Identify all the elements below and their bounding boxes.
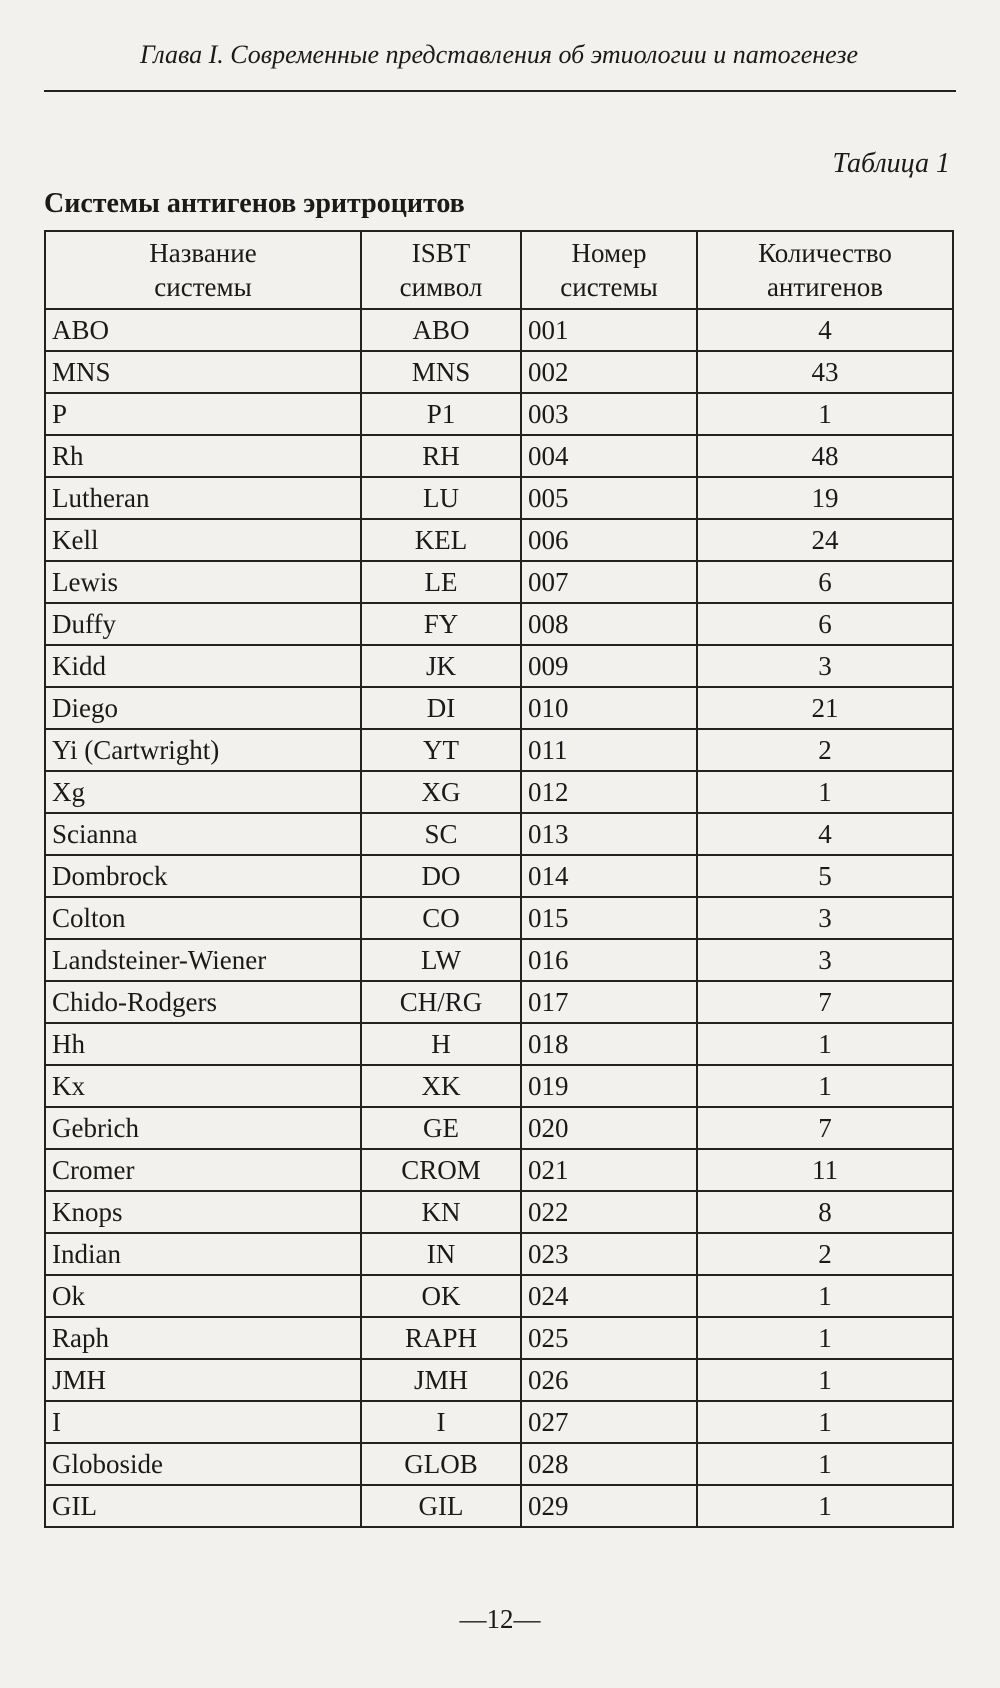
cell-antigen-count: 7 — [697, 1107, 953, 1149]
cell-isbt-symbol: YT — [361, 729, 521, 771]
cell-system-number: 017 — [521, 981, 697, 1023]
table-row — [45, 813, 953, 855]
cell-system-name: Knops — [45, 1191, 361, 1233]
cell-antigen-count: 1 — [697, 1065, 953, 1107]
header-system-number: Номер системы — [521, 231, 697, 309]
cell-antigen-count: 5 — [697, 855, 953, 897]
table-row — [45, 1275, 953, 1317]
cell-antigen-count: 4 — [697, 309, 953, 351]
cell-system-name: GIL — [45, 1485, 361, 1527]
cell-antigen-count: 48 — [697, 435, 953, 477]
cell-isbt-symbol: GIL — [361, 1485, 521, 1527]
cell-system-number: 018 — [521, 1023, 697, 1065]
cell-system-number: 005 — [521, 477, 697, 519]
cell-system-number: 001 — [521, 309, 697, 351]
cell-system-number: 019 — [521, 1065, 697, 1107]
cell-system-name: Hh — [45, 1023, 361, 1065]
cell-system-number: 007 — [521, 561, 697, 603]
table-row — [45, 1359, 953, 1401]
table-row — [45, 729, 953, 771]
cell-isbt-symbol: JK — [361, 645, 521, 687]
cell-system-number: 020 — [521, 1107, 697, 1149]
table-row — [45, 603, 953, 645]
cell-system-number: 025 — [521, 1317, 697, 1359]
table-row — [45, 1443, 953, 1485]
table-row — [45, 393, 953, 435]
cell-system-name: JMH — [45, 1359, 361, 1401]
table-row — [45, 897, 953, 939]
table-row — [45, 309, 953, 351]
cell-isbt-symbol: H — [361, 1023, 521, 1065]
cell-system-name: Chido-Rodgers — [45, 981, 361, 1023]
cell-isbt-symbol: CH/RG — [361, 981, 521, 1023]
antigen-systems-table — [44, 230, 954, 1528]
cell-antigen-count: 1 — [697, 1023, 953, 1065]
cell-system-name: Indian — [45, 1233, 361, 1275]
table-row — [45, 855, 953, 897]
cell-antigen-count: 1 — [697, 393, 953, 435]
cell-system-number: 009 — [521, 645, 697, 687]
cell-system-number: 022 — [521, 1191, 697, 1233]
cell-system-number: 010 — [521, 687, 697, 729]
cell-system-name: Lutheran — [45, 477, 361, 519]
cell-system-number: 006 — [521, 519, 697, 561]
table-row — [45, 1107, 953, 1149]
cell-isbt-symbol: LE — [361, 561, 521, 603]
cell-system-name: Scianna — [45, 813, 361, 855]
cell-isbt-symbol: JMH — [361, 1359, 521, 1401]
cell-system-name: Raph — [45, 1317, 361, 1359]
cell-system-name: Duffy — [45, 603, 361, 645]
cell-system-number: 028 — [521, 1443, 697, 1485]
cell-system-number: 002 — [521, 351, 697, 393]
table-row — [45, 1149, 953, 1191]
cell-isbt-symbol: FY — [361, 603, 521, 645]
table-row — [45, 561, 953, 603]
cell-antigen-count: 21 — [697, 687, 953, 729]
cell-isbt-symbol: XG — [361, 771, 521, 813]
cell-antigen-count: 1 — [697, 1485, 953, 1527]
cell-antigen-count: 7 — [697, 981, 953, 1023]
cell-system-name: Xg — [45, 771, 361, 813]
cell-isbt-symbol: GLOB — [361, 1443, 521, 1485]
cell-system-name: Yi (Cartwright) — [45, 729, 361, 771]
cell-system-name: ABO — [45, 309, 361, 351]
cell-antigen-count: 1 — [697, 1275, 953, 1317]
cell-isbt-symbol: CO — [361, 897, 521, 939]
table-row — [45, 1485, 953, 1527]
cell-isbt-symbol: P1 — [361, 393, 521, 435]
table-header-row — [45, 231, 953, 309]
cell-system-number: 013 — [521, 813, 697, 855]
cell-isbt-symbol: RAPH — [361, 1317, 521, 1359]
cell-isbt-symbol: DO — [361, 855, 521, 897]
cell-isbt-symbol: ABO — [361, 309, 521, 351]
cell-isbt-symbol: I — [361, 1401, 521, 1443]
header-rule — [44, 90, 956, 92]
table-row — [45, 939, 953, 981]
cell-system-name: Diego — [45, 687, 361, 729]
cell-system-number: 003 — [521, 393, 697, 435]
cell-system-number: 012 — [521, 771, 697, 813]
table-row — [45, 645, 953, 687]
cell-system-name: Colton — [45, 897, 361, 939]
cell-isbt-symbol: OK — [361, 1275, 521, 1317]
table-row — [45, 1023, 953, 1065]
cell-system-name: Lewis — [45, 561, 361, 603]
cell-system-number: 004 — [521, 435, 697, 477]
cell-system-name: P — [45, 393, 361, 435]
cell-isbt-symbol: KEL — [361, 519, 521, 561]
cell-antigen-count: 1 — [697, 1317, 953, 1359]
cell-system-name: Landsteiner-Wiener — [45, 939, 361, 981]
table-row — [45, 981, 953, 1023]
cell-system-name: Cromer — [45, 1149, 361, 1191]
cell-system-name: I — [45, 1401, 361, 1443]
cell-antigen-count: 19 — [697, 477, 953, 519]
table-row — [45, 435, 953, 477]
cell-antigen-count: 1 — [697, 771, 953, 813]
cell-system-name: Gebrich — [45, 1107, 361, 1149]
cell-system-number: 024 — [521, 1275, 697, 1317]
cell-isbt-symbol: GE — [361, 1107, 521, 1149]
table-row — [45, 1317, 953, 1359]
cell-isbt-symbol: CROM — [361, 1149, 521, 1191]
cell-antigen-count: 1 — [697, 1443, 953, 1485]
cell-isbt-symbol: XK — [361, 1065, 521, 1107]
cell-antigen-count: 8 — [697, 1191, 953, 1233]
cell-system-name: Kell — [45, 519, 361, 561]
cell-isbt-symbol: KN — [361, 1191, 521, 1233]
cell-system-number: 023 — [521, 1233, 697, 1275]
cell-isbt-symbol: DI — [361, 687, 521, 729]
cell-system-number: 008 — [521, 603, 697, 645]
table-title: Системы антигенов эритроцитов — [44, 188, 465, 219]
cell-antigen-count: 1 — [697, 1359, 953, 1401]
cell-antigen-count: 4 — [697, 813, 953, 855]
cell-antigen-count: 3 — [697, 939, 953, 981]
cell-system-name: Globoside — [45, 1443, 361, 1485]
cell-antigen-count: 43 — [697, 351, 953, 393]
cell-system-number: 027 — [521, 1401, 697, 1443]
table-row — [45, 477, 953, 519]
cell-isbt-symbol: LU — [361, 477, 521, 519]
cell-system-name: Ok — [45, 1275, 361, 1317]
page-number: —12— — [459, 1604, 541, 1634]
header-isbt-symbol: ISBT символ — [361, 231, 521, 309]
cell-isbt-symbol: LW — [361, 939, 521, 981]
cell-system-name: MNS — [45, 351, 361, 393]
cell-antigen-count: 1 — [697, 1401, 953, 1443]
cell-antigen-count: 2 — [697, 1233, 953, 1275]
cell-system-number: 011 — [521, 729, 697, 771]
table-row — [45, 351, 953, 393]
cell-system-name: Dombrock — [45, 855, 361, 897]
cell-system-number: 029 — [521, 1485, 697, 1527]
cell-isbt-symbol: RH — [361, 435, 521, 477]
header-antigen-count: Количество антигенов — [697, 231, 953, 309]
cell-system-number: 015 — [521, 897, 697, 939]
cell-antigen-count: 11 — [697, 1149, 953, 1191]
table-row — [45, 1233, 953, 1275]
table-row — [45, 1401, 953, 1443]
cell-isbt-symbol: MNS — [361, 351, 521, 393]
cell-system-number: 021 — [521, 1149, 697, 1191]
cell-isbt-symbol: IN — [361, 1233, 521, 1275]
cell-system-number: 016 — [521, 939, 697, 981]
cell-system-number: 014 — [521, 855, 697, 897]
table-number: Таблица 1 — [832, 148, 950, 179]
cell-antigen-count: 3 — [697, 897, 953, 939]
cell-antigen-count: 3 — [697, 645, 953, 687]
cell-antigen-count: 6 — [697, 561, 953, 603]
cell-antigen-count: 2 — [697, 729, 953, 771]
cell-system-name: Kidd — [45, 645, 361, 687]
cell-antigen-count: 6 — [697, 603, 953, 645]
table-row — [45, 687, 953, 729]
cell-antigen-count: 24 — [697, 519, 953, 561]
table-row — [45, 1065, 953, 1107]
cell-system-name: Kx — [45, 1065, 361, 1107]
header-system-name: Название системы — [45, 231, 361, 309]
table-row — [45, 1191, 953, 1233]
cell-isbt-symbol: SC — [361, 813, 521, 855]
running-head: Глава I. Современные представления об этиологии и патогенезе — [139, 40, 859, 69]
cell-system-number: 026 — [521, 1359, 697, 1401]
table-row — [45, 519, 953, 561]
table-body — [45, 309, 953, 1527]
table-row — [45, 771, 953, 813]
cell-system-name: Rh — [45, 435, 361, 477]
